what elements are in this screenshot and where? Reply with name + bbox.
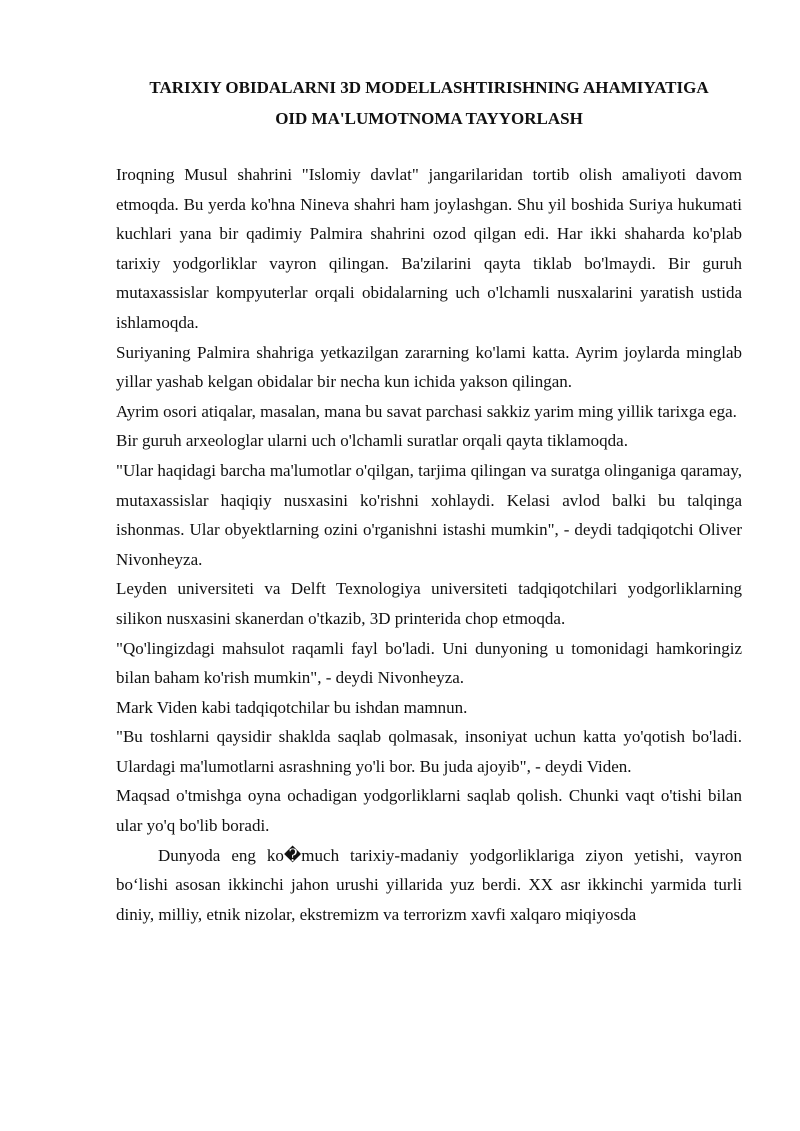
- paragraph-1: Iroqning Musul shahrini "Islomiy davlat" jangarilaridan tortib olish amaliyoti davom etmoqda. Bu yerda ko'hna Nineva shahri ham joylashgan. Shu yil boshida Suriya hukumati kuchlari yana bir qadimiy Palmira shahrini ozod qilgan edi. Har ikki shaharda ko'plab tarixiy yodgorliklar vayron qilingan. Ba'zilarini qayta tiklab bo'lmaydi. Bir guruh mutaxassislar kompyuterlar orqali obidalarning uch o'lchamli nusxalarini yaratish ustida ishlamoqda.: [116, 165, 742, 332]
- paragraph-3: Ayrim osori atiqalar, masalan, mana bu savat parchasi sakkiz yarim ming yillik tarixga ega.: [116, 401, 737, 421]
- title-line-1: TARIXIY OBIDALARNI 3D MODELLASHTIRISHNING AHAMIYATIGA: [149, 78, 709, 97]
- paragraph-5: "Ular haqidagi barcha ma'lumotlar o'qilgan, tarjima qilingan va suratga olinganiga qaramay, mutaxassislar haqiqiy nusxasini ko'rishni xohlaydi. Kelasi avlod balki bu talqinga ishonmas. Ular obyektlarning ozini o'rganishni istashi mumkin", - deydi tadqiqotchi Oliver Nivonheyza.: [116, 460, 742, 569]
- paragraph-2: Suriyaning Palmira shahriga yetkazilgan zararning ko'lami katta. Ayrim joylarda minglab yillar yashab kelgan obidalar bir necha kun ichida yakson qilingan.: [116, 342, 742, 392]
- paragraph-4: Bir guruh arxeologlar ularni uch o'lchamli suratlar orqali qayta tiklamoqda.: [116, 431, 628, 451]
- paragraph-8: Mark Viden kabi tadqiqotchilar bu ishdan mamnun.: [116, 697, 468, 717]
- document-body: [116, 160, 742, 929]
- paragraph-7: "Qo'lingizdagi mahsulot raqamli fayl bo'ladi. Uni dunyoning u tomonidagi hamkoringiz bilan baham ko'rish mumkin", - deydi Nivonheyza.: [116, 638, 742, 688]
- document-title: [116, 72, 742, 134]
- title-line-2: OID MA'LUMOTNOMA TAYYORLASH: [275, 109, 583, 128]
- paragraph-10: Maqsad o'tmishga oyna ochadigan yodgorliklarni saqlab qolish. Chunki vaqt o'tishi bilan ular yo'q bo'lib boradi.: [116, 786, 742, 836]
- paragraph-11: Dunyoda eng ko�much tarixiy-madaniy yodgorliklariga ziyon yetishi, vayron bo‘lishi asosan ikkinchi jahon urushi yillarida yuz berdi. XX asr ikkinchi yarmida turli diniy, milliy, etnik nizolar, ekstremizm va terrorizm xavfi xalqaro miqiyosda: [116, 845, 742, 924]
- paragraph-9: "Bu toshlarni qaysidir shaklda saqlab qolmasak, insoniyat uchun katta yo'qotish bo'ladi. Ulardagi ma'lumotlarni asrashning yo'li bor. Bu juda ajoyib", - deydi Viden.: [116, 727, 742, 776]
- paragraph-6: Leyden universiteti va Delft Texnologiya universiteti tadqiqotchilari yodgorliklarning silikon nusxasini skanerdan o'tkazib, 3D printerida chop etmoqda.: [116, 579, 742, 628]
